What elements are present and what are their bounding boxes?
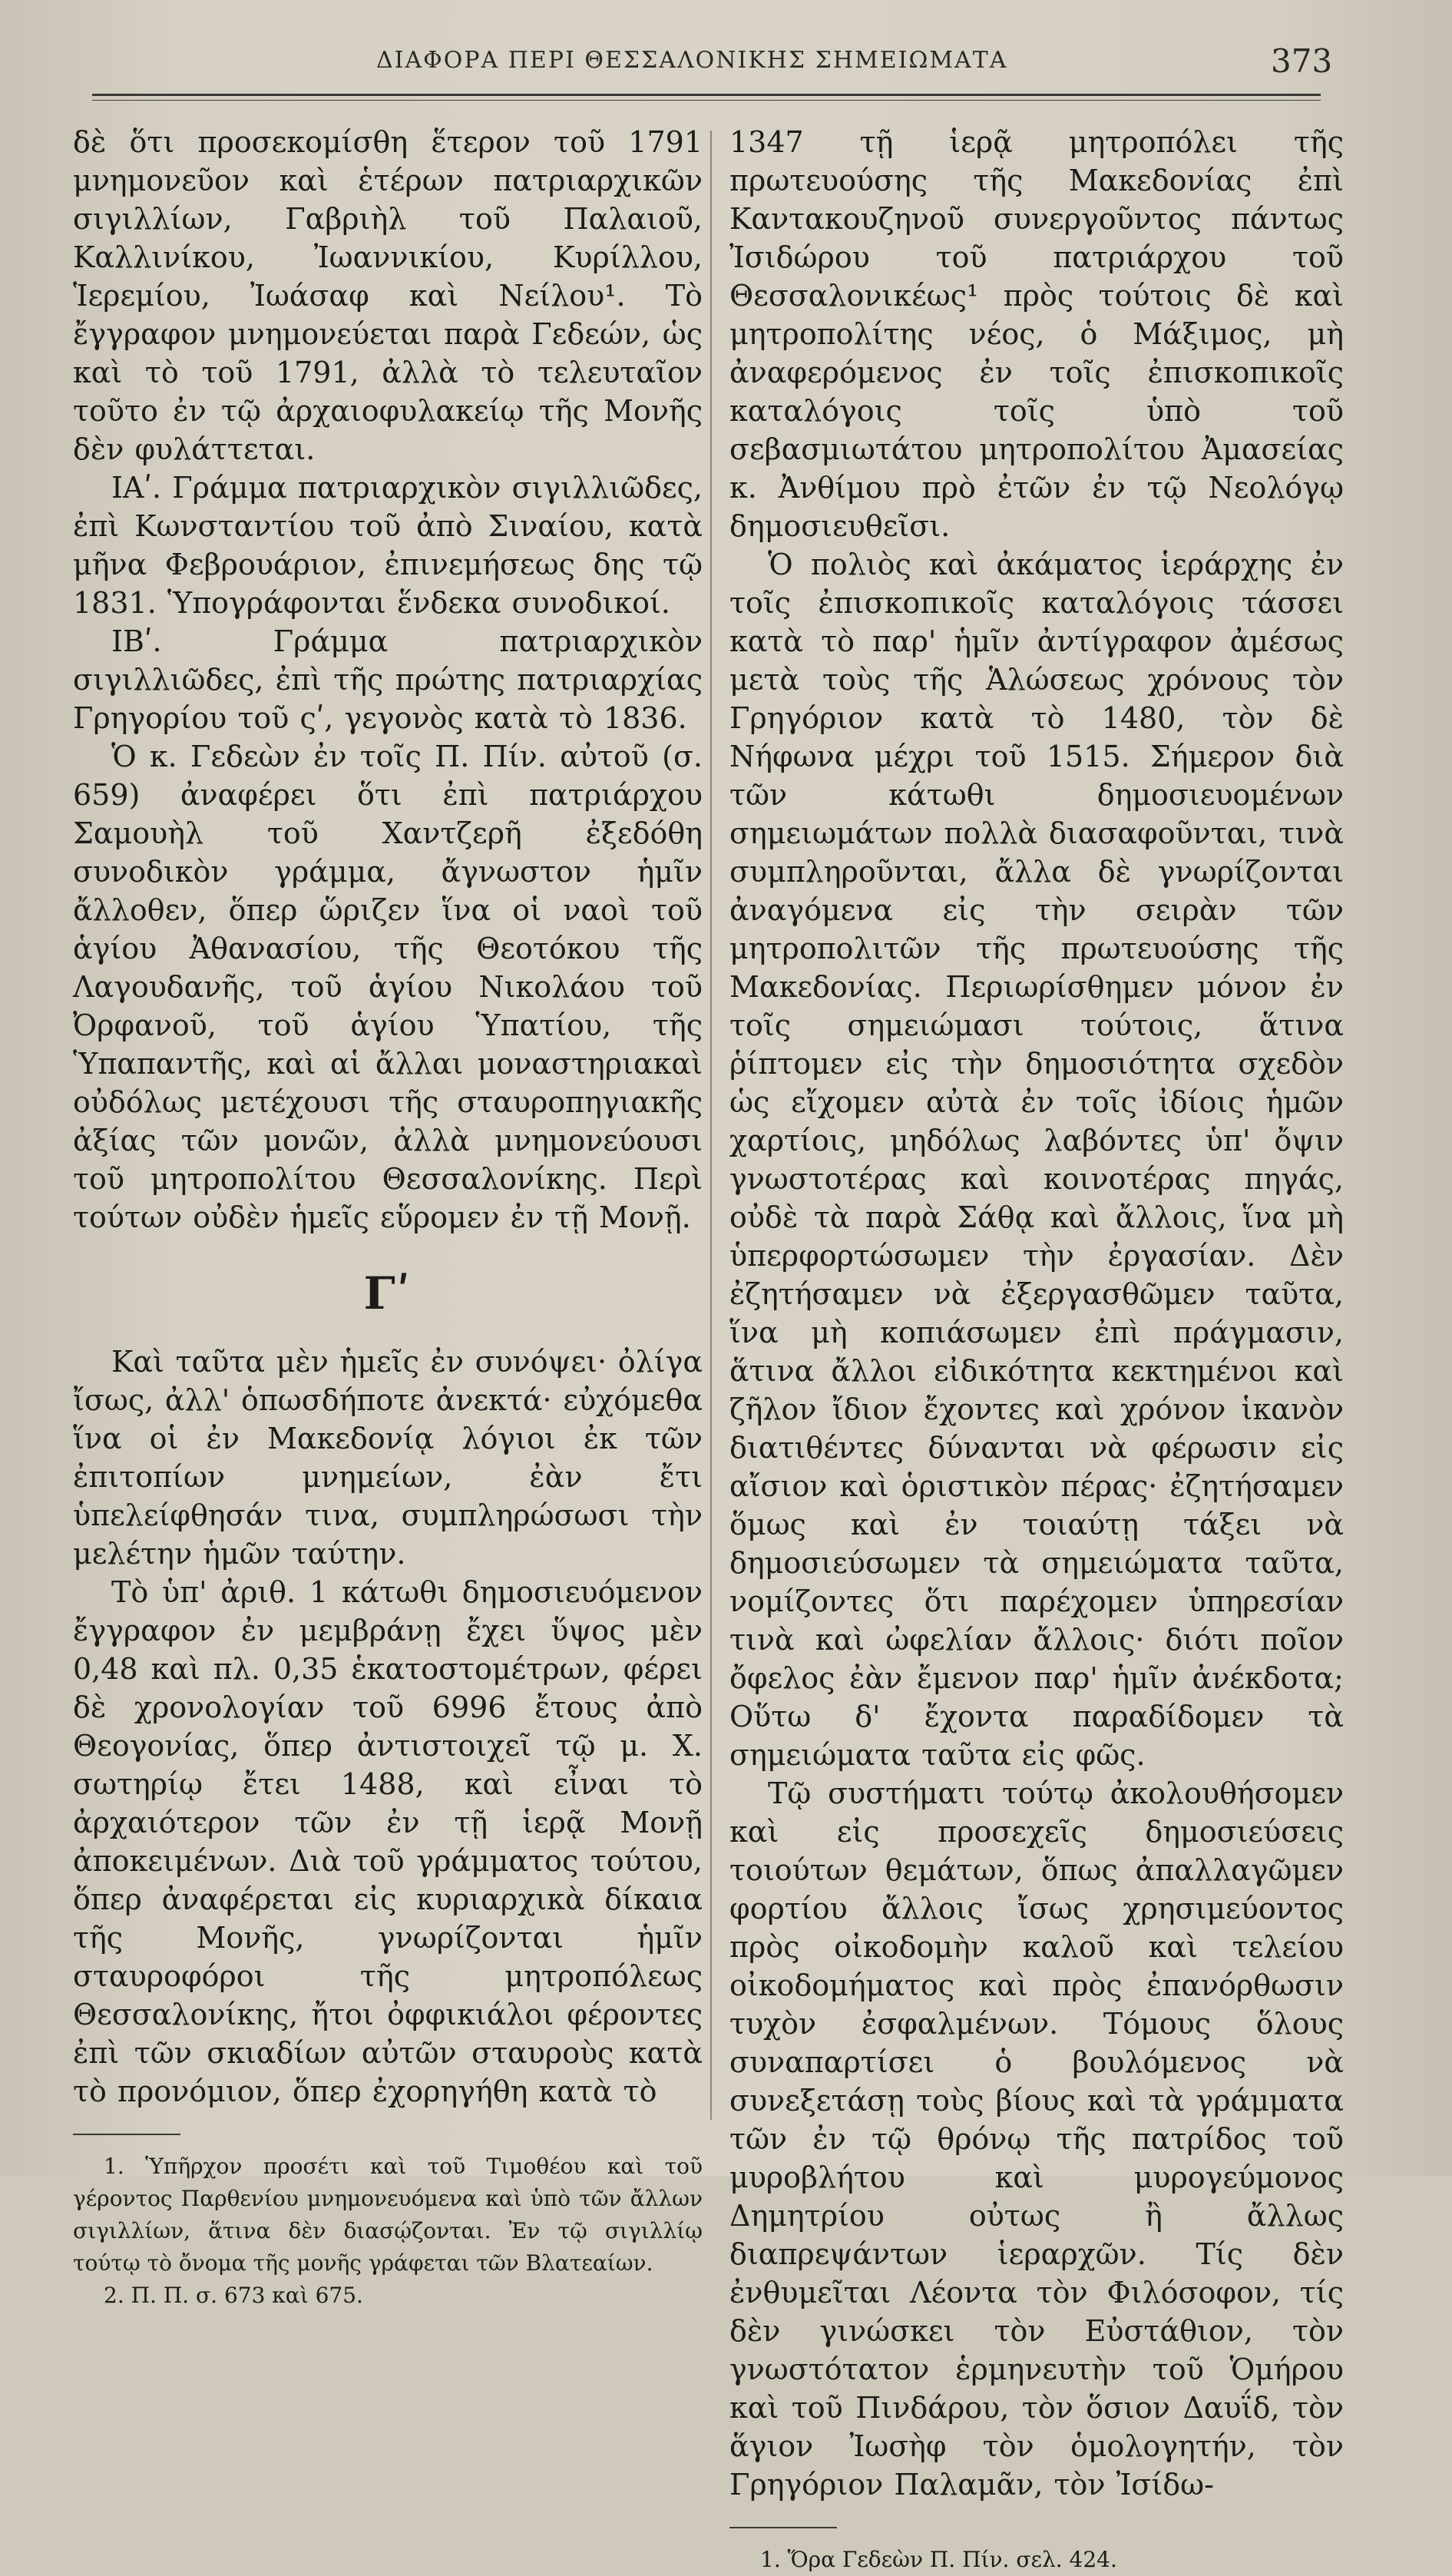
left-paragraph-4: Ὁ κ. Γεδεὼν ἐν τοῖς Π. Πίν. αὐτοῦ (σ. 659) ἀναφέρει ὅτι ἐπὶ πατριάρχου Σαμουὴλ τοῦ Χαντζερῆ ἐξεδόθη συνοδικὸν γράμμα, ἄγνωστον ἡμῖν ἄλλοθεν, ὅπερ ὥριζεν ἵνα οἱ ναοὶ τοῦ ἁγίου Ἀθανασίου, τῆς Θεοτόκου τῆς Λαγουδανῆς, τοῦ ἁγίου Νικολάου τοῦ Ὀρφανοῦ, τοῦ ἁγίου Ὑπατίου, τῆς Ὑπαπαντῆς, καὶ αἱ ἄλλαι μοναστηριακαὶ οὐδόλως μετέχουσι τῆς σταυροπηγιακῆς ἀξίας τῶν μονῶν, ἀλλὰ μνημονεύουσι τοῦ μητροπολίτου Θεσσαλονίκης. Περὶ τούτων οὐδὲν ἡμεῖς εὕρομεν ἐν τῇ Μονῇ. (73, 740, 703, 1234)
header-rule (92, 94, 1321, 96)
page-number: 373 (1271, 42, 1333, 80)
right-paragraph-2: Ὁ πολιὸς καὶ ἀκάματος ἱεράρχης ἐν τοῖς ἐπισκοπικοῖς καταλόγοις τάσσει κατὰ τὸ παρ' ἡμῖν ἀντίγραφον ἀμέσως μετὰ τοὺς τῆς Ἁλώσεως χρόνους τὸν Γρηγόριον κατὰ τὸ 1480, τὸν δὲ Νήφωνα μέχρι τοῦ 1515. Σήμερον διὰ τῶν κάτωθι δημοσιευομένων σημειωμάτων πολλὰ διασαφοῦνται, τινὰ συμπληροῦνται, ἄλλα δὲ γνωρίζονται ἀναγόμενα εἰς τὴν σειρὰν τῶν μητροπολιτῶν τῆς πρωτευούσης τῆς Μακεδονίας. Περιωρίσθημεν μόνον ἐν τοῖς σημειώμασι τούτοις, ἅτινα ῥίπτομεν εἰς τὴν δημοσιότητα σχεδὸν ὡς εἴχομεν αὐτὰ ἐν τοῖς ἰδίοις ἡμῶν χαρτίοις, μηδόλως λαβόντες ὑπ' ὄψιν γνωστοτέρας καὶ κοινοτέρας πηγάς, οὐδὲ τὰ παρὰ Σάθᾳ καὶ ἄλλοις, ἵνα μὴ ὑπερφορτώσωμεν τὴν ἐργασίαν. Δὲν ἐζητήσαμεν νὰ ἐξεργασθῶμεν ταῦτα, ἵνα μὴ κοπιάσωμεν ἐπὶ πράγμασιν, ἅτινα ἄλλοι εἰδικότητα κεκτημένοι καὶ ζῆλον ἴδιον ἔχοντες καὶ χρόνον ἱκανὸν διατιθέντες δύνανται νὰ φέρωσιν εἰς αἴσιον καὶ ὁριστικὸν πέρας· ἐζητήσαμεν ὅμως καὶ ἐν τοιαύτῃ τάξει νὰ δημοσιεύσωμεν τὰ σημειώματα ταῦτα, νομίζοντες ὅτι παρέχομεν ὑπηρεσίαν τινὰ καὶ ὠφελίαν ἄλλοις· διότι ποῖον ὄφελος ἐὰν ἔμενον παρ' ἡμῖν ἀνέκδοτα; Οὕτω δ' ἔχοντα παραδίδομεν τὰ σημειώματα ταῦτα εἰς φῶς. (729, 548, 1344, 1772)
right-column (729, 123, 1344, 2572)
left-footnote-2: 2. Π. Π. σ. 673 καὶ 675. (104, 2283, 363, 2308)
left-paragraph-6: Τὸ ὑπ' ἀριθ. 1 κάτωθι δημοσιευόμενον ἔγγραφον ἐν μεμβράνῃ ἔχει ὕψος μὲν 0,48 καὶ πλ. 0,35 ἑκατοστομέτρων, φέρει δὲ χρονολογίαν τοῦ 6996 ἔτους ἀπὸ Θεογονίας, ὅπερ ἀντιστοιχεῖ τῷ μ. Χ. σωτηρίῳ ἔτει 1488, καὶ εἶναι τὸ ἀρχαιότερον τῶν ἐν τῇ ἱερᾷ Μονῇ ἀποκειμένων. Διὰ τοῦ γράμματος τούτου, ὅπερ ἀναφέρεται εἰς κυριαρχικὰ δίκαια τῆς Μονῆς, γνωρίζονται ἡμῖν σταυροφόροι τῆς μητροπόλεως Θεσσαλονίκης, ἤτοι ὀφφικιάλοι φέροντες ἐπὶ τῶν σκιαδίων αὐτῶν σταυροὺς κατὰ τὸ προνόμιον, ὅπερ ἐχορηγήθη κατὰ τὸ (73, 1575, 703, 2108)
footnote-rule-right (729, 2527, 837, 2528)
right-paragraph-1: 1347 τῇ ἱερᾷ μητροπόλει τῆς πρωτευούσης τῆς Μακεδονίας ἐπὶ Καντακουζηνοῦ συνεργοῦντος πάντως Ἰσιδώρου τοῦ πατριάρχου τοῦ Θεσσαλονικέως¹ πρὸς τούτοις δὲ καὶ μητροπολίτης νέος, ὁ Μάξιμος, μὴ ἀναφερόμενος ἐν τοῖς ἐπισκοπικοῖς καταλόγοις τοῖς ὑπὸ τοῦ σεβασμιωτάτου μητροπολίτου Ἀμασείας κ. Ἀνθίμου πρὸ ἐτῶν ἐν τῷ Νεολόγῳ δημοσιευθεῖσι. (729, 125, 1344, 543)
right-paragraph-3: Τῷ συστήματι τούτῳ ἀκολουθήσομεν καὶ εἰς προσεχεῖς δημοσιεύσεις τοιούτων θεμάτων, ὅπως ἀπαλλαγῶμεν φορτίου ἄλλοις ἴσως χρησιμεύοντος πρὸς οἰκοδομὴν καλοῦ καὶ τελείου οἰκοδομήματος καὶ πρὸς ἐπανόρθωσιν τυχὸν ἐσφαλμένων. Τόμους ὅλους συναπαρτίσει ὁ βουλόμενος νὰ συνεξετάσῃ τοὺς βίους καὶ τὰ γράμματα τῶν ἐν τῷ θρόνῳ τῆς πατρίδος τοῦ μυροβλήτου καὶ μυρογεύμονος Δημητρίου οὐτως ἢ ἄλλως διαπρεψάντων ἱεραρχῶν. Τίς δὲν ἐνθυμεῖται Λέοντα τὸν Φιλόσοφον, τίς δὲν γινώσκει τὸν Εὐστάθιον, τὸν γνωστότατον ἑρμηνευτὴν τοῦ Ὁμήρου καὶ τοῦ Πινδάρου, τὸν ὅσιον Δαυΐδ, τὸν ἅγιον Ἰωσὴφ τὸν ὁμολογητήν, τὸν Γρηγόριον Παλαμᾶν, τὸν Ἰσίδω- (729, 1776, 1344, 2502)
left-paragraph-5: Καὶ ταῦτα μὲν ἡμεῖς ἐν συνόψει· ὀλίγα ἴσως, ἀλλ' ὁπωσδήποτε ἀνεκτά· εὐχόμεθα ἵνα οἱ ἐν Μακεδονίᾳ λόγιοι ἐκ τῶν ἐπιτοπίων μνημείων, ἐὰν ἔτι ὑπελείφθησάν τινα, συμπληρώσωσι τὴν μελέτην ἡμῶν ταύτην. (73, 1345, 703, 1571)
left-paragraph-1: δὲ ὅτι προσεκομίσθη ἕτερον τοῦ 1791 μνημονεῦον καὶ ἑτέρων πατριαρχικῶν σιγιλλίων, Γαβριὴλ τοῦ Παλαιοῦ, Καλλινίκου, Ἰωαννικίου, Κυρίλλου, Ἱερεμίου, Ἰωάσαφ καὶ Νείλου¹. Τὸ ἔγγραφον μνημονεύεται παρὰ Γεδεών, ὡς καὶ τὸ τοῦ 1791, ἀλλὰ τὸ τελευταῖον τοῦτο ἐν τῷ ἀρχαιοφυλακείῳ τῆς Μονῆς δὲν φυλάττεται. (73, 125, 703, 466)
header-rule-thin (92, 100, 1321, 101)
running-head (0, 42, 1452, 88)
column-divider (710, 131, 712, 2120)
right-footnote-1: 1. Ὅρα Γεδεὼν Π. Πίν. σελ. 424. (760, 2547, 1117, 2572)
running-title: ΔΙΑΦΟΡΑ ΠΕΡΙ ΘΕΣΣΑΛΟΝΙΚΗΣ ΣΗΜΕΙΩΜΑΤΑ (376, 47, 1008, 74)
footnote-rule (73, 2134, 180, 2135)
left-column (73, 123, 703, 2308)
left-paragraph-3: ΙΒʹ. Γράμμα πατριαρχικὸν σιγιλλιῶδες, ἐπὶ τῆς πρώτης πατριαρχίας Γρηγορίου τοῦ ςʹ, γεγονὸς κατὰ τὸ 1836. (73, 624, 703, 735)
left-footnote-1: 1. Ὑπῆρχον προσέτι καὶ τοῦ Τιμοθέου καὶ τοῦ γέροντος Παρθενίου μνημονευόμενα καὶ ὑπὸ τῶν ἄλλων σιγιλλίων, ἅτινα δὲν διασῴζονται. Ἐν τῷ σιγιλλίῳ τούτῳ τὸ ὄνομα τῆς μονῆς γράφεται τῶν Βλατεαίων. (73, 2154, 703, 2276)
left-paragraph-2: ΙΑʹ. Γράμμα πατριαρχικὸν σιγιλλιῶδες, ἐπὶ Κωνσταντίου τοῦ ἀπὸ Σιναίου, κατὰ μῆνα Φεβρουάριον, ἐπινεμήσεως δης τῷ 1831. Ὑπογράφονται ἕνδεκα συνοδικοί. (73, 471, 703, 620)
section-heading: Γʹ (363, 1267, 412, 1319)
